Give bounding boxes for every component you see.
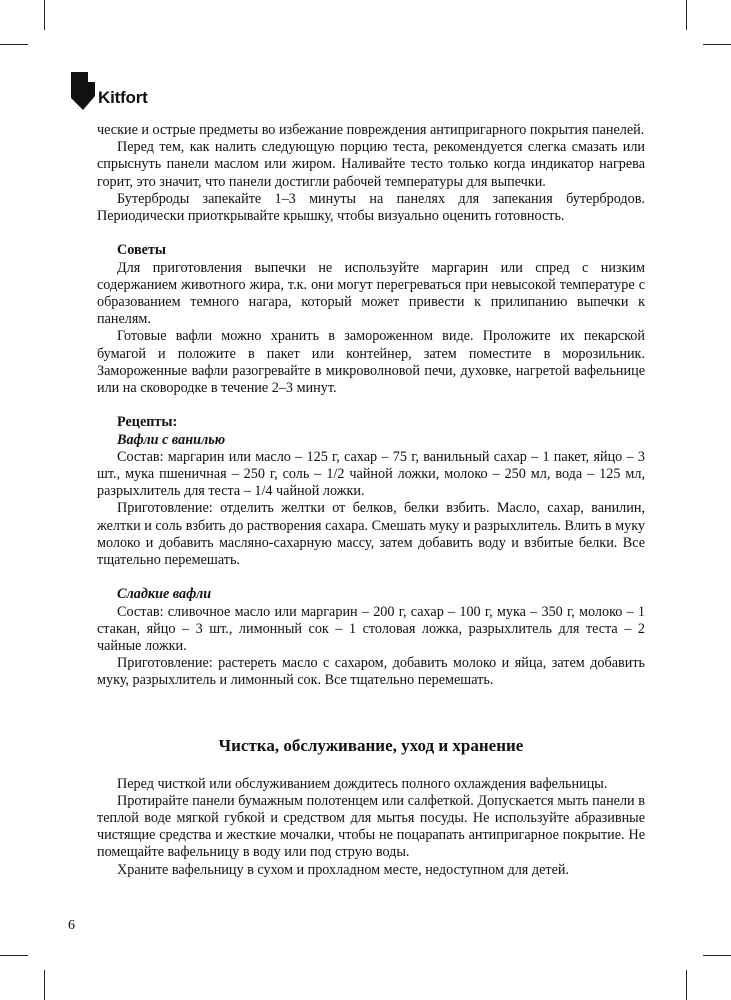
recipe-composition: Состав: сливочное масло или маргарин – 200 г, сахар – 100 г, мука – 350 г, молоко – 1 стакан, яйцо – 3 шт., лимонный сок – 1 столовая ложка, разрыхлитель для теста – 2 чайные ложки.: [97, 603, 645, 655]
recipe-title: Вафли с ванилью: [117, 431, 226, 448]
recipe-composition: Состав: маргарин или масло – 125 г, сахар – 75 г, ванильный сахар – 1 пакет, яйцо – 3 шт., мука пшеничная – 250 г, соль – 1/2 чайной ложки, молоко – 250 мл, вода – 125 мл, разрыхлитель для теста – 1/4 чайной ложки.: [97, 448, 645, 500]
paragraph: Протирайте панели бумажным полотенцем или салфеткой. Допускается мыть панели в теплой воде мягкой губкой и средством для мытья посуды. Не используйте абразивные чистящие средства и жесткие мочалки, чтобы не поцарапать антипригарное покрытие. Не помещайте вафельницу в воду или под струю воды.: [97, 792, 645, 861]
recipe-preparation: Приготовление: растереть масло с сахаром, добавить молоко и яйца, затем добавить муку, разрыхлитель и лимонный сок. Все тщательно перемешать.: [97, 655, 645, 689]
tips-heading: Советы: [117, 242, 166, 259]
section-heading: Чистка, обслуживание, уход и хранение: [218, 735, 524, 755]
crop-mark: [0, 44, 28, 45]
brand-name: Kitfort: [98, 88, 148, 107]
crop-mark: [686, 0, 687, 30]
recipe-title: Сладкие вафли: [117, 586, 212, 603]
logo-mark-icon: [70, 72, 96, 112]
paragraph: Перед чисткой или обслуживанием дождитесь полного охлаждения вафельницы.: [117, 775, 608, 792]
crop-mark: [44, 0, 45, 30]
crop-mark: [703, 44, 731, 45]
paragraph: Перед тем, как налить следующую порцию теста, рекомендуется слегка смазать или спрыснуть панели маслом или жиром. Наливайте тесто только когда индикатор нагрева горит, это значит, что панели достигли рабочей температуры для выпечки.: [97, 139, 645, 190]
crop-mark: [703, 955, 731, 956]
recipes-heading: Рецепты:: [117, 414, 178, 431]
paragraph: Для приготовления выпечки не используйте маргарин или спред с низким содержанием животного жира, т.к. они могут перегреваться при невысокой температуре с образованием темного нагара, который может привести к прилипанию выпечки к панелям.: [97, 259, 645, 328]
paragraph: Храните вафельницу в сухом и прохладном месте, недоступном для детей.: [117, 861, 570, 878]
paragraph: Готовые вафли можно хранить в замороженном виде. Проложите их пекарской бумагой и положите в пакет или контейнер, затем поместите в морозильник. Замороженные вафли разогревайте в микроволновой печи, духовке, нагретой вафельнице или на сковородке в течение 2–3 минут.: [97, 328, 645, 397]
paragraph: ческие и острые предметы во избежание повреждения антипригарного покрытия панелей.: [97, 122, 645, 138]
recipe-preparation: Приготовление: отделить желтки от белков, белки взбить. Масло, сахар, ванилин, желтки и соль взбить до растворения сахара. Смешать муку и разрыхлитель. Влить в муку молоко и добавить масляно-сахарную массу, затем добавить воду и взбитые белки. Все тщательно перемешать.: [97, 500, 645, 569]
page-number: 6: [68, 918, 75, 933]
crop-mark: [44, 970, 45, 1000]
paragraph: Бутерброды запекайте 1–3 минуты на панелях для запекания бутербродов. Периодически приоткрывайте крышку, чтобы визуально оценить готовность.: [97, 190, 645, 225]
crop-mark: [686, 970, 687, 1000]
page-content: [97, 122, 645, 879]
crop-mark: [0, 955, 28, 956]
